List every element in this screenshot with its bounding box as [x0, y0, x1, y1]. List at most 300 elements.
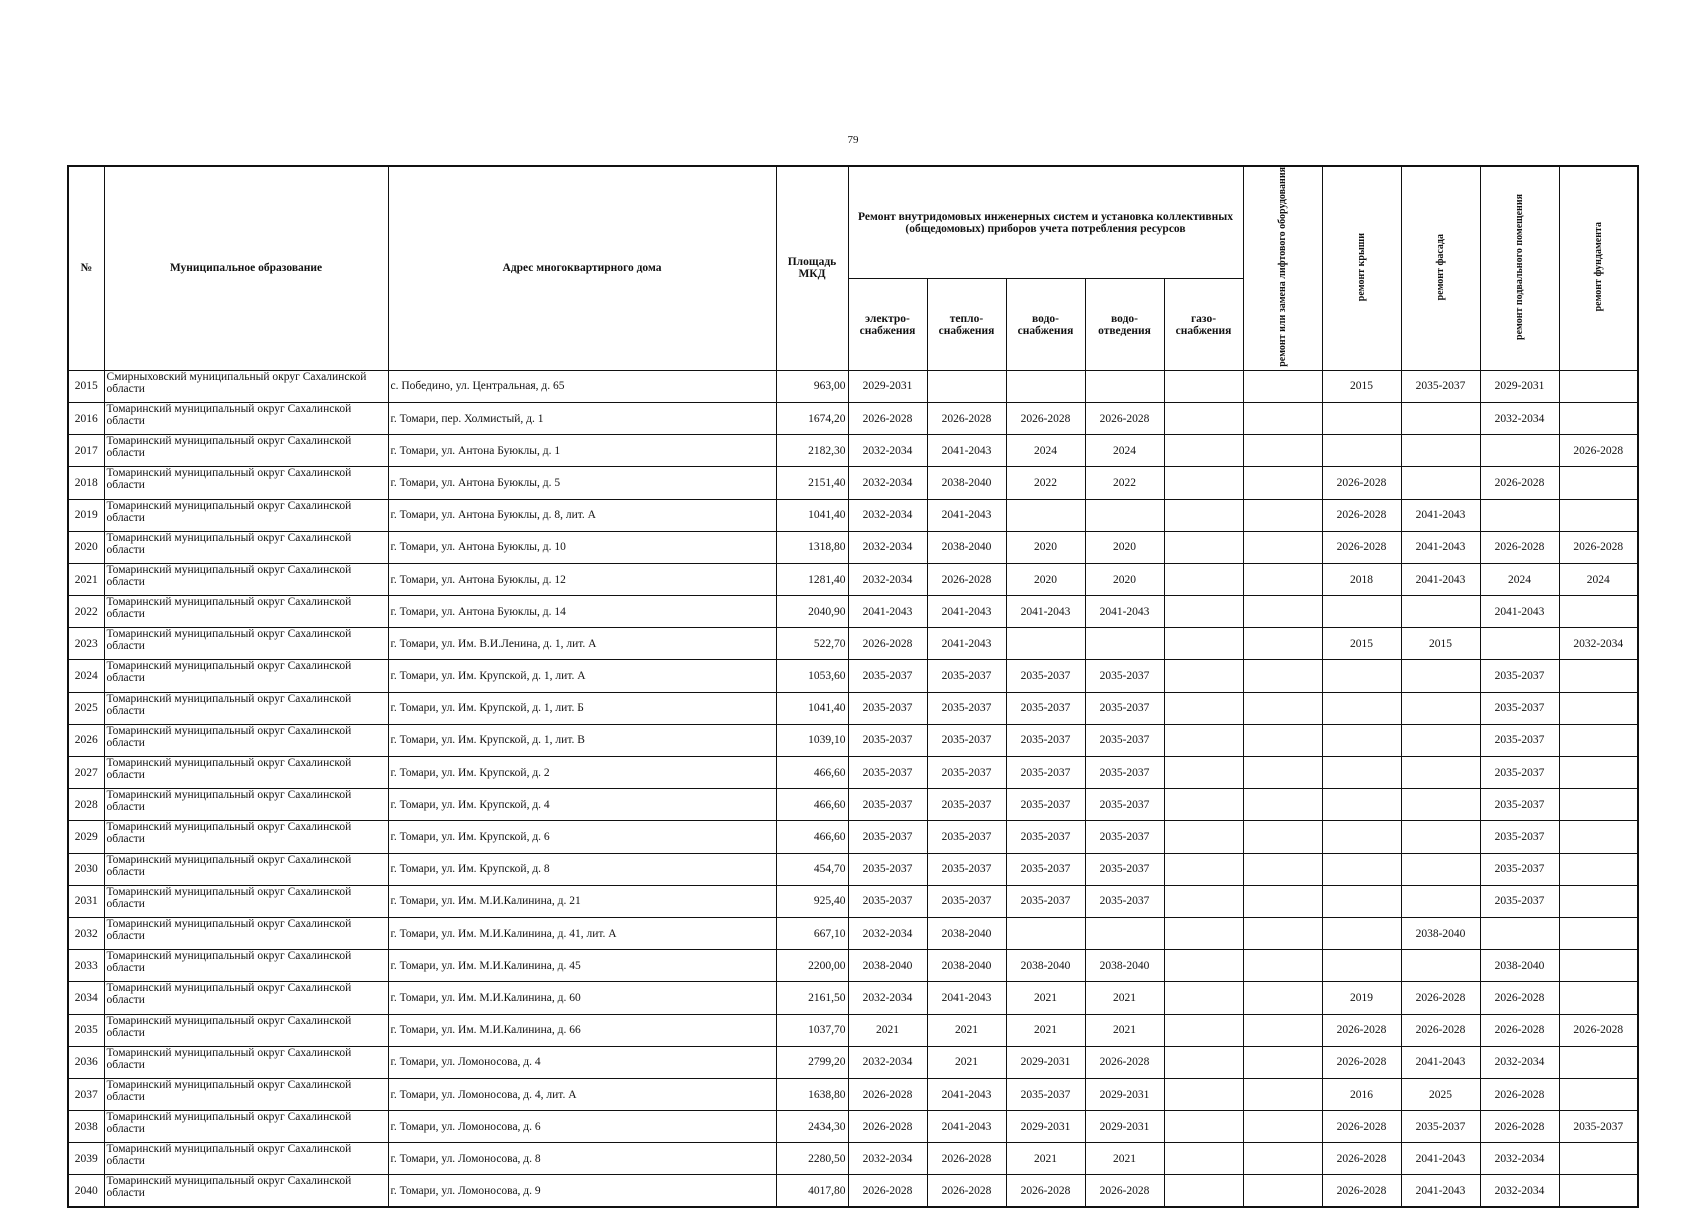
- address-cell: г. Томари, ул. Ломоносова, д. 9: [388, 1175, 776, 1207]
- row-number: 2028: [68, 789, 104, 821]
- header-elevator-label: ремонт или замена лифтового оборудования: [1277, 167, 1288, 367]
- basement-cell: 2029-2031: [1480, 370, 1559, 402]
- foundation-cell: [1559, 885, 1638, 917]
- heat-cell: 2038-2040: [927, 531, 1006, 563]
- gas-cell: [1164, 950, 1243, 982]
- basement-cell: 2032-2034: [1480, 1046, 1559, 1078]
- roof-cell: 2026-2028: [1322, 1143, 1401, 1175]
- address-cell: г. Томари, ул. Ломоносова, д. 4, лит. А: [388, 1078, 776, 1110]
- address-cell: г. Томари, ул. Им. Крупской, д. 6: [388, 821, 776, 853]
- elevator-cell: [1243, 950, 1322, 982]
- gas-cell: [1164, 789, 1243, 821]
- elevator-cell: [1243, 757, 1322, 789]
- foundation-cell: [1559, 821, 1638, 853]
- roof-cell: 2026-2028: [1322, 499, 1401, 531]
- roof-cell: 2018: [1322, 563, 1401, 595]
- area-cell: 522,70: [776, 628, 848, 660]
- foundation-cell: 2026-2028: [1559, 435, 1638, 467]
- area-cell: 2182,30: [776, 435, 848, 467]
- basement-cell: 2035-2037: [1480, 821, 1559, 853]
- water-cell: 2035-2037: [1006, 885, 1085, 917]
- electricity-cell: 2035-2037: [848, 692, 927, 724]
- facade-cell: [1401, 467, 1480, 499]
- area-cell: 2040,90: [776, 596, 848, 628]
- header-heat: тепло-снабжения: [927, 279, 1006, 370]
- foundation-cell: [1559, 853, 1638, 885]
- address-cell: г. Томари, ул. Им. Крупской, д. 1, лит. А: [388, 660, 776, 692]
- address-cell: г. Томари, ул. Им. Крупской, д. 4: [388, 789, 776, 821]
- municipality-cell: Томаринский муниципальный округ Сахалинской области: [104, 724, 388, 756]
- sewage-cell: 2026-2028: [1085, 402, 1164, 434]
- header-water: водо-снабжения: [1006, 279, 1085, 370]
- header-engineering-group: Ремонт внутридомовых инженерных систем и установка коллективных (общедомовых) приборов учета потребления ресурсов: [848, 166, 1243, 279]
- row-number: 2031: [68, 885, 104, 917]
- sewage-cell: [1085, 370, 1164, 402]
- municipality-cell: Томаринский муниципальный округ Сахалинской области: [104, 1046, 388, 1078]
- gas-cell: [1164, 563, 1243, 595]
- area-cell: 1053,60: [776, 660, 848, 692]
- municipality-cell: Томаринский муниципальный округ Сахалинской области: [104, 885, 388, 917]
- area-cell: 925,40: [776, 885, 848, 917]
- table-row: [68, 757, 1638, 789]
- foundation-cell: [1559, 789, 1638, 821]
- facade-cell: 2035-2037: [1401, 1111, 1480, 1143]
- roof-cell: 2015: [1322, 370, 1401, 402]
- electricity-cell: 2026-2028: [848, 402, 927, 434]
- row-number: 2027: [68, 757, 104, 789]
- elevator-cell: [1243, 499, 1322, 531]
- area-cell: 466,60: [776, 789, 848, 821]
- electricity-cell: 2035-2037: [848, 660, 927, 692]
- area-cell: 1041,40: [776, 499, 848, 531]
- header-basement-label: ремонт подвального помещения: [1514, 193, 1525, 340]
- municipality-cell: Томаринский муниципальный округ Сахалинской области: [104, 917, 388, 949]
- water-cell: 2041-2043: [1006, 596, 1085, 628]
- foundation-cell: 2032-2034: [1559, 628, 1638, 660]
- sewage-cell: [1085, 628, 1164, 660]
- address-cell: г. Томари, ул. Им. М.И.Калинина, д. 60: [388, 982, 776, 1014]
- row-number: 2040: [68, 1175, 104, 1207]
- sewage-cell: 2035-2037: [1085, 724, 1164, 756]
- row-number: 2030: [68, 853, 104, 885]
- elevator-cell: [1243, 1078, 1322, 1110]
- heat-cell: 2035-2037: [927, 853, 1006, 885]
- header-elevator: [1243, 166, 1322, 370]
- facade-cell: [1401, 692, 1480, 724]
- foundation-cell: [1559, 1175, 1638, 1207]
- elevator-cell: [1243, 853, 1322, 885]
- header-num: №: [68, 166, 104, 370]
- roof-cell: [1322, 950, 1401, 982]
- table-row: [68, 435, 1638, 467]
- roof-cell: [1322, 692, 1401, 724]
- municipality-cell: Томаринский муниципальный округ Сахалинской области: [104, 531, 388, 563]
- basement-cell: [1480, 628, 1559, 660]
- elevator-cell: [1243, 821, 1322, 853]
- sewage-cell: 2020: [1085, 563, 1164, 595]
- municipality-cell: Томаринский муниципальный округ Сахалинской области: [104, 628, 388, 660]
- heat-cell: 2035-2037: [927, 692, 1006, 724]
- water-cell: 2022: [1006, 467, 1085, 499]
- gas-cell: [1164, 499, 1243, 531]
- area-cell: 466,60: [776, 821, 848, 853]
- elevator-cell: [1243, 531, 1322, 563]
- gas-cell: [1164, 1143, 1243, 1175]
- header-electricity: электро-снабжения: [848, 279, 927, 370]
- municipality-cell: Томаринский муниципальный округ Сахалинской области: [104, 499, 388, 531]
- basement-cell: 2035-2037: [1480, 692, 1559, 724]
- area-cell: 1041,40: [776, 692, 848, 724]
- heat-cell: 2035-2037: [927, 757, 1006, 789]
- basement-cell: 2032-2034: [1480, 402, 1559, 434]
- address-cell: г. Томари, ул. Им. М.И.Калинина, д. 45: [388, 950, 776, 982]
- row-number: 2022: [68, 596, 104, 628]
- header-facade: [1401, 166, 1480, 370]
- address-cell: г. Томари, ул. Им. Крупской, д. 1, лит. Б: [388, 692, 776, 724]
- sewage-cell: 2020: [1085, 531, 1164, 563]
- header-foundation: [1559, 166, 1638, 370]
- water-cell: [1006, 499, 1085, 531]
- municipality-cell: Томаринский муниципальный округ Сахалинской области: [104, 402, 388, 434]
- heat-cell: 2041-2043: [927, 596, 1006, 628]
- municipality-cell: Томаринский муниципальный округ Сахалинской области: [104, 1014, 388, 1046]
- electricity-cell: 2035-2037: [848, 885, 927, 917]
- municipality-cell: Смирныховский муниципальный округ Сахалинской области: [104, 370, 388, 402]
- municipality-cell: Томаринский муниципальный округ Сахалинской области: [104, 950, 388, 982]
- heat-cell: 2035-2037: [927, 821, 1006, 853]
- basement-cell: 2035-2037: [1480, 724, 1559, 756]
- table-row: [68, 499, 1638, 531]
- heat-cell: 2035-2037: [927, 885, 1006, 917]
- water-cell: 2021: [1006, 1014, 1085, 1046]
- municipality-cell: Томаринский муниципальный округ Сахалинской области: [104, 563, 388, 595]
- water-cell: [1006, 917, 1085, 949]
- row-number: 2019: [68, 499, 104, 531]
- municipality-cell: Томаринский муниципальный округ Сахалинской области: [104, 435, 388, 467]
- roof-cell: 2015: [1322, 628, 1401, 660]
- water-cell: 2026-2028: [1006, 402, 1085, 434]
- electricity-cell: 2032-2034: [848, 499, 927, 531]
- foundation-cell: [1559, 1078, 1638, 1110]
- row-number: 2018: [68, 467, 104, 499]
- electricity-cell: 2032-2034: [848, 467, 927, 499]
- table-row: [68, 789, 1638, 821]
- water-cell: 2035-2037: [1006, 724, 1085, 756]
- foundation-cell: [1559, 596, 1638, 628]
- roof-cell: 2026-2028: [1322, 531, 1401, 563]
- table-row: [68, 1175, 1638, 1207]
- table-row: [68, 596, 1638, 628]
- basement-cell: 2026-2028: [1480, 1014, 1559, 1046]
- sewage-cell: 2022: [1085, 467, 1164, 499]
- facade-cell: [1401, 757, 1480, 789]
- roof-cell: [1322, 757, 1401, 789]
- sewage-cell: 2035-2037: [1085, 692, 1164, 724]
- heat-cell: 2026-2028: [927, 402, 1006, 434]
- gas-cell: [1164, 982, 1243, 1014]
- facade-cell: [1401, 853, 1480, 885]
- foundation-cell: [1559, 692, 1638, 724]
- row-number: 2021: [68, 563, 104, 595]
- area-cell: 1674,20: [776, 402, 848, 434]
- gas-cell: [1164, 531, 1243, 563]
- gas-cell: [1164, 435, 1243, 467]
- table-row: [68, 1078, 1638, 1110]
- water-cell: [1006, 370, 1085, 402]
- table-row: [68, 467, 1638, 499]
- heat-cell: 2038-2040: [927, 467, 1006, 499]
- facade-cell: 2041-2043: [1401, 1143, 1480, 1175]
- facade-cell: [1401, 435, 1480, 467]
- roof-cell: 2019: [1322, 982, 1401, 1014]
- area-cell: 1281,40: [776, 563, 848, 595]
- sewage-cell: 2038-2040: [1085, 950, 1164, 982]
- municipality-cell: Томаринский муниципальный округ Сахалинской области: [104, 1078, 388, 1110]
- water-cell: 2035-2037: [1006, 821, 1085, 853]
- electricity-cell: 2032-2034: [848, 435, 927, 467]
- roof-cell: [1322, 724, 1401, 756]
- roof-cell: [1322, 596, 1401, 628]
- row-number: 2037: [68, 1078, 104, 1110]
- row-number: 2017: [68, 435, 104, 467]
- header-roof-label: ремонт крыши: [1356, 232, 1367, 301]
- row-number: 2033: [68, 950, 104, 982]
- sewage-cell: [1085, 917, 1164, 949]
- area-cell: 454,70: [776, 853, 848, 885]
- water-cell: 2038-2040: [1006, 950, 1085, 982]
- foundation-cell: [1559, 982, 1638, 1014]
- foundation-cell: 2026-2028: [1559, 531, 1638, 563]
- municipality-cell: Томаринский муниципальный округ Сахалинской области: [104, 660, 388, 692]
- heat-cell: 2041-2043: [927, 435, 1006, 467]
- table-row: [68, 1111, 1638, 1143]
- electricity-cell: 2041-2043: [848, 596, 927, 628]
- water-cell: 2021: [1006, 982, 1085, 1014]
- row-number: 2029: [68, 821, 104, 853]
- facade-cell: 2038-2040: [1401, 917, 1480, 949]
- roof-cell: 2026-2028: [1322, 467, 1401, 499]
- water-cell: 2021: [1006, 1143, 1085, 1175]
- electricity-cell: 2032-2034: [848, 917, 927, 949]
- municipality-cell: Томаринский муниципальный округ Сахалинской области: [104, 1143, 388, 1175]
- gas-cell: [1164, 1111, 1243, 1143]
- electricity-cell: 2026-2028: [848, 1175, 927, 1207]
- gas-cell: [1164, 692, 1243, 724]
- basement-cell: 2035-2037: [1480, 757, 1559, 789]
- municipality-cell: Томаринский муниципальный округ Сахалинской области: [104, 467, 388, 499]
- heat-cell: 2041-2043: [927, 982, 1006, 1014]
- facade-cell: [1401, 660, 1480, 692]
- roof-cell: [1322, 402, 1401, 434]
- water-cell: 2024: [1006, 435, 1085, 467]
- table-body: [68, 370, 1638, 1207]
- sewage-cell: 2026-2028: [1085, 1175, 1164, 1207]
- header-foundation-label: ремонт фундамента: [1592, 222, 1604, 312]
- address-cell: г. Томари, ул. Ломоносова, д. 6: [388, 1111, 776, 1143]
- facade-cell: 2026-2028: [1401, 1014, 1480, 1046]
- elevator-cell: [1243, 467, 1322, 499]
- basement-cell: 2035-2037: [1480, 660, 1559, 692]
- water-cell: 2035-2037: [1006, 692, 1085, 724]
- sewage-cell: 2035-2037: [1085, 821, 1164, 853]
- heat-cell: 2026-2028: [927, 1143, 1006, 1175]
- address-cell: г. Томари, ул. Антона Буюклы, д. 12: [388, 563, 776, 595]
- area-cell: 963,00: [776, 370, 848, 402]
- address-cell: г. Томари, пер. Холмистый, д. 1: [388, 402, 776, 434]
- elevator-cell: [1243, 563, 1322, 595]
- basement-cell: 2024: [1480, 563, 1559, 595]
- area-cell: 2434,30: [776, 1111, 848, 1143]
- water-cell: 2020: [1006, 531, 1085, 563]
- water-cell: 2035-2037: [1006, 1078, 1085, 1110]
- roof-cell: [1322, 435, 1401, 467]
- row-number: 2032: [68, 917, 104, 949]
- facade-cell: [1401, 821, 1480, 853]
- sewage-cell: 2041-2043: [1085, 596, 1164, 628]
- heat-cell: [927, 370, 1006, 402]
- facade-cell: [1401, 724, 1480, 756]
- foundation-cell: 2035-2037: [1559, 1111, 1638, 1143]
- address-cell: г. Томари, ул. Антона Буюклы, д. 8, лит. А: [388, 499, 776, 531]
- housing-repair-table: [67, 165, 1639, 1208]
- basement-cell: 2032-2034: [1480, 1143, 1559, 1175]
- facade-cell: [1401, 950, 1480, 982]
- water-cell: [1006, 628, 1085, 660]
- row-number: 2026: [68, 724, 104, 756]
- header-basement: [1480, 166, 1559, 370]
- table-row: [68, 531, 1638, 563]
- heat-cell: 2041-2043: [927, 499, 1006, 531]
- area-cell: 2280,50: [776, 1143, 848, 1175]
- table-row: [68, 563, 1638, 595]
- area-cell: 2161,50: [776, 982, 848, 1014]
- foundation-cell: 2024: [1559, 563, 1638, 595]
- basement-cell: 2026-2028: [1480, 467, 1559, 499]
- heat-cell: 2041-2043: [927, 1111, 1006, 1143]
- area-cell: 2799,20: [776, 1046, 848, 1078]
- facade-cell: [1401, 885, 1480, 917]
- electricity-cell: 2035-2037: [848, 853, 927, 885]
- address-cell: г. Томари, ул. Им. В.И.Ленина, д. 1, лит. А: [388, 628, 776, 660]
- roof-cell: [1322, 885, 1401, 917]
- facade-cell: 2035-2037: [1401, 370, 1480, 402]
- water-cell: 2029-2031: [1006, 1111, 1085, 1143]
- foundation-cell: [1559, 499, 1638, 531]
- facade-cell: 2041-2043: [1401, 499, 1480, 531]
- municipality-cell: Томаринский муниципальный округ Сахалинской области: [104, 982, 388, 1014]
- row-number: 2038: [68, 1111, 104, 1143]
- sewage-cell: 2024: [1085, 435, 1164, 467]
- elevator-cell: [1243, 1175, 1322, 1207]
- basement-cell: 2035-2037: [1480, 853, 1559, 885]
- sewage-cell: 2021: [1085, 982, 1164, 1014]
- electricity-cell: 2029-2031: [848, 370, 927, 402]
- gas-cell: [1164, 1078, 1243, 1110]
- area-cell: 2200,00: [776, 950, 848, 982]
- header-address: Адрес многоквартирного дома: [388, 166, 776, 370]
- elevator-cell: [1243, 1014, 1322, 1046]
- header-gas: газо-снабжения: [1164, 279, 1243, 370]
- water-cell: 2035-2037: [1006, 757, 1085, 789]
- electricity-cell: 2026-2028: [848, 628, 927, 660]
- elevator-cell: [1243, 628, 1322, 660]
- foundation-cell: [1559, 1143, 1638, 1175]
- elevator-cell: [1243, 435, 1322, 467]
- roof-cell: [1322, 917, 1401, 949]
- sewage-cell: 2035-2037: [1085, 885, 1164, 917]
- sewage-cell: 2029-2031: [1085, 1111, 1164, 1143]
- address-cell: г. Томари, ул. Им. Крупской, д. 8: [388, 853, 776, 885]
- facade-cell: [1401, 789, 1480, 821]
- facade-cell: [1401, 596, 1480, 628]
- elevator-cell: [1243, 917, 1322, 949]
- row-number: 2034: [68, 982, 104, 1014]
- basement-cell: 2032-2034: [1480, 1175, 1559, 1207]
- basement-cell: 2026-2028: [1480, 1078, 1559, 1110]
- gas-cell: [1164, 821, 1243, 853]
- gas-cell: [1164, 370, 1243, 402]
- electricity-cell: 2021: [848, 1014, 927, 1046]
- electricity-cell: 2026-2028: [848, 1078, 927, 1110]
- heat-cell: 2026-2028: [927, 563, 1006, 595]
- header-municipality: Муниципальное образование: [104, 166, 388, 370]
- foundation-cell: [1559, 917, 1638, 949]
- area-cell: 667,10: [776, 917, 848, 949]
- area-cell: 1039,10: [776, 724, 848, 756]
- roof-cell: 2026-2028: [1322, 1046, 1401, 1078]
- header-roof: [1322, 166, 1401, 370]
- sewage-cell: 2029-2031: [1085, 1078, 1164, 1110]
- gas-cell: [1164, 467, 1243, 499]
- foundation-cell: [1559, 950, 1638, 982]
- municipality-cell: Томаринский муниципальный округ Сахалинской области: [104, 757, 388, 789]
- water-cell: 2029-2031: [1006, 1046, 1085, 1078]
- elevator-cell: [1243, 596, 1322, 628]
- header-facade-label: ремонт фасада: [1435, 233, 1446, 301]
- row-number: 2036: [68, 1046, 104, 1078]
- table-row: [68, 402, 1638, 434]
- area-cell: 1638,80: [776, 1078, 848, 1110]
- elevator-cell: [1243, 692, 1322, 724]
- sewage-cell: 2035-2037: [1085, 660, 1164, 692]
- electricity-cell: 2038-2040: [848, 950, 927, 982]
- municipality-cell: Томаринский муниципальный округ Сахалинской области: [104, 1111, 388, 1143]
- page-number: 79: [847, 134, 859, 146]
- elevator-cell: [1243, 1143, 1322, 1175]
- row-number: 2024: [68, 660, 104, 692]
- foundation-cell: [1559, 660, 1638, 692]
- row-number: 2016: [68, 402, 104, 434]
- electricity-cell: 2032-2034: [848, 982, 927, 1014]
- table-row: [68, 628, 1638, 660]
- elevator-cell: [1243, 982, 1322, 1014]
- address-cell: г. Томари, ул. Ломоносова, д. 8: [388, 1143, 776, 1175]
- roof-cell: 2016: [1322, 1078, 1401, 1110]
- electricity-cell: 2032-2034: [848, 1046, 927, 1078]
- elevator-cell: [1243, 724, 1322, 756]
- sewage-cell: 2035-2037: [1085, 757, 1164, 789]
- row-number: 2015: [68, 370, 104, 402]
- table-row: [68, 982, 1638, 1014]
- roof-cell: 2026-2028: [1322, 1111, 1401, 1143]
- elevator-cell: [1243, 660, 1322, 692]
- water-cell: 2026-2028: [1006, 1175, 1085, 1207]
- basement-cell: 2041-2043: [1480, 596, 1559, 628]
- facade-cell: 2026-2028: [1401, 982, 1480, 1014]
- roof-cell: [1322, 853, 1401, 885]
- facade-cell: [1401, 402, 1480, 434]
- sewage-cell: 2026-2028: [1085, 1046, 1164, 1078]
